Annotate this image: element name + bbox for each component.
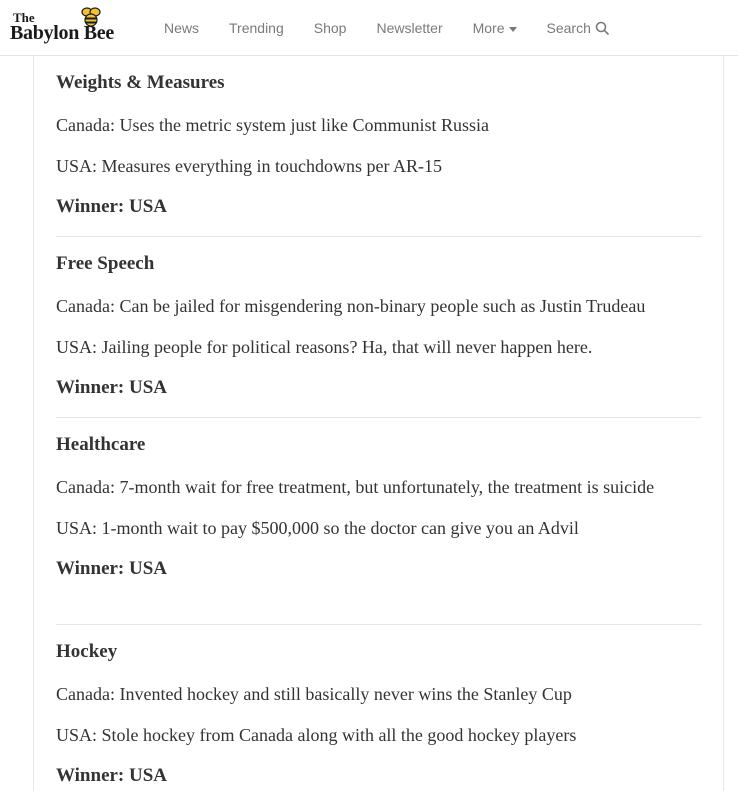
section-free-speech [56,252,702,400]
canada-text: Canada: 7-month wait for free treatment, but unfortunately, the treatment is suicide [56,477,655,497]
winner-text: Winner: USA [56,765,168,786]
section-weights-measures [56,71,702,219]
nav-search-label: Search [546,20,591,36]
canada-text: Canada: Can be jailed for misgendering non-binary people such as Justin Trudeau [56,296,646,316]
site-header [0,0,738,56]
usa-text: USA: Measures everything in touchdowns per AR-15 [56,156,442,176]
section-hockey [56,640,702,788]
winner-text: Winner: USA [56,196,168,217]
article-body [33,56,724,791]
canada-text: Canada: Uses the metric system just like Communist Russia [56,115,489,135]
nav-shop[interactable]: Shop [313,20,347,36]
usa-text: USA: 1-month wait to pay $500,000 so the doctor can give you an Advil [56,518,579,538]
section-divider [56,417,702,418]
section-heading: Weights & Measures [56,72,225,93]
logo-the: The [13,10,35,25]
nav-news[interactable]: News [164,20,200,36]
usa-text: USA: Jailing people for political reasons? Ha, that will never happen here. [56,337,593,357]
section-heading: Free Speech [56,253,155,274]
nav-more[interactable] [473,20,517,36]
winner-text: Winner: USA [56,558,168,579]
section-divider [56,624,702,625]
nav-search[interactable] [547,20,609,36]
nav-more-label: More [472,20,505,36]
main-nav [164,0,609,56]
section-divider [56,236,702,237]
section-heading: Hockey [56,641,118,662]
canada-text: Canada: Invented hockey and still basically never wins the Stanley Cup [56,684,572,704]
caret-down-icon [509,27,517,32]
nav-trending[interactable]: Trending [229,20,284,36]
winner-text: Winner: USA [56,377,168,398]
nav-newsletter[interactable]: Newsletter [376,20,443,36]
section-heading: Healthcare [56,434,146,455]
section-healthcare [56,433,702,581]
logo-name: Babylon Bee [10,22,114,44]
usa-text: USA: Stole hockey from Canada along with all the good hockey players [56,725,577,745]
site-logo[interactable] [9,7,134,47]
search-icon [595,21,609,35]
